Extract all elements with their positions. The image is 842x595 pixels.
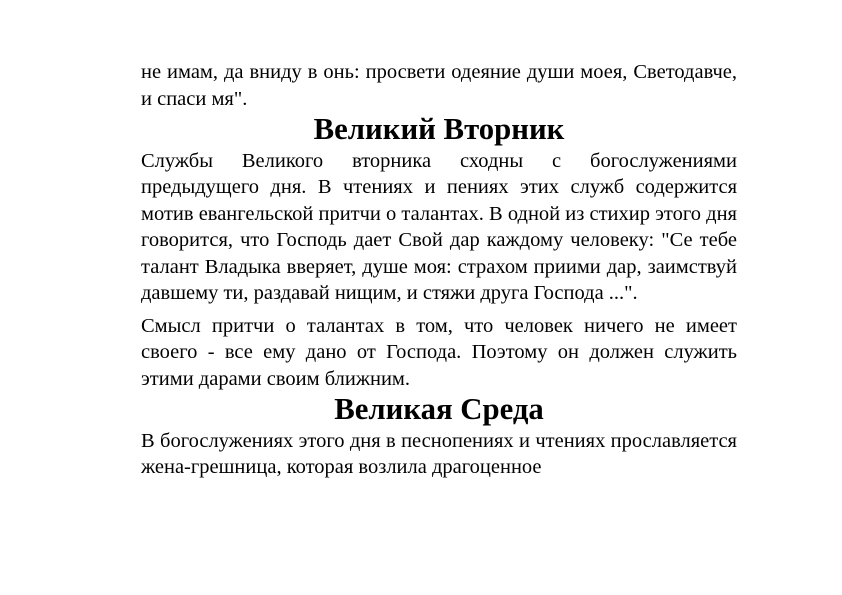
paragraph-talents-stichera: Службы Великого вторника сходны с богослужениями предыдущего дня. В чтениях и пениях этих служб содержится мотив евангельской притчи о талантах. В одной из стихир этого дня говорится, что Господь дает Свой дар каждому человеку: "Се тебе талант Владыка вверяет, душе моя: страхом приими дар, заимствуй давшему ти, раздавай нищим, и стяжи друга Господа ...". <box>141 149 737 304</box>
paragraph-talents-meaning: Смысл притчи о талантах в том, что человек ничего не имеет своего - все ему дано от Господа. Поэтому он должен служить этими дарами своим ближним. <box>141 314 737 390</box>
section-heading-great-wednesday: Великая Среда <box>334 392 544 426</box>
paragraph-sinful-woman: В богослужениях этого дня в песнопениях и чтениях прославляется жена-грешница, которая возлила драгоценное <box>141 429 737 478</box>
intro-paragraph: не имам, да вниду в онь: просвети одеяние души моея, Светодавче, и спаси мя". <box>141 61 737 110</box>
text-body <box>141 59 737 481</box>
section-heading-great-tuesday: Великий Вторник <box>313 112 565 146</box>
